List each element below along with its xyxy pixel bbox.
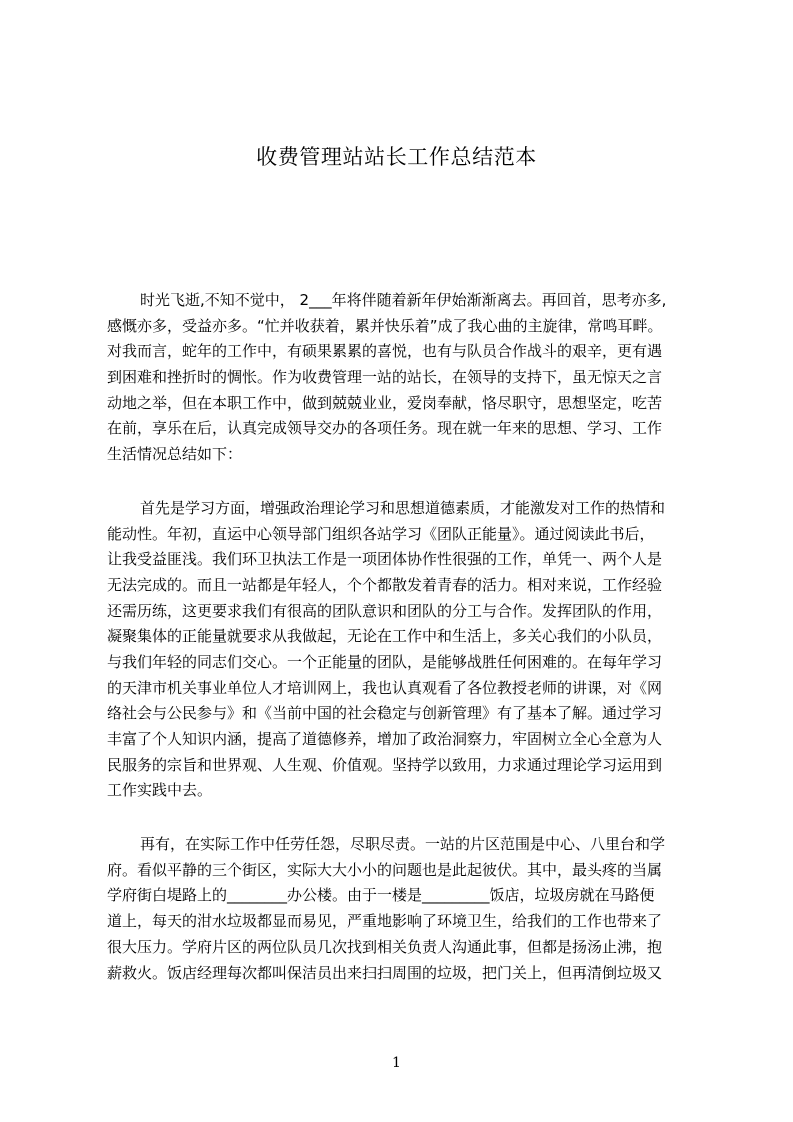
text-line: 感慨亦多，受益亦多。“忙并收获着，累并快乐着”成了我心曲的主旋律，常鸣耳畔。: [107, 316, 663, 335]
text-line: 的天津市机关事业单位人才培训网上，我也认真观看了各位教授老师的讲课，对《网: [107, 678, 663, 697]
text-line: 无法完成的。而且一站都是年轻人，个个都散发着青春的活力。相对来说，工作经验: [107, 575, 663, 594]
text-line: 凝聚集体的正能量就要求从我做起，无论在工作中和生活上，多关心我们的小队员，: [107, 627, 663, 646]
text-line: 到困难和挫折时的惆怅。作为收费管理一站的站长，在领导的支持下，虽无惊天之言: [107, 368, 663, 387]
text-line: 道上，每天的泔水垃圾都显而易见，严重地影响了环境卫生，给我们的工作也带来了: [107, 912, 663, 931]
text-line: 学府街白堤路上的________办公楼。由于一楼是_________饭店，垃圾房就在马路便: [107, 886, 655, 905]
paragraph-2: [107, 496, 707, 804]
text-line: 还需历练，这更要求我们有很高的团队意识和团队的分工与合作。发挥团队的作用，: [107, 601, 663, 620]
text-line: 丰富了个人知识内涵，提高了道德修养，增加了政治洞察力，牢固树立全心全意为人: [107, 730, 663, 748]
document-body: [107, 288, 707, 1014]
text-line: 对我而言，蛇年的工作中，有硕果累累的喜悦，也有与队员合作战斗的艰辛，更有遇: [107, 342, 663, 361]
text-line: 动地之举，但在本职工作中，做到兢兢业业，爱岗奉献，恪尽职守，思想坚定，吃苦: [107, 393, 663, 412]
text-line: 与我们年轻的同志们交心。一个正能量的团队，是能够战胜任何困难的。在每年学习: [107, 652, 663, 671]
text-line: 时光飞逝,不知不觉中， 2___年将伴随着新年伊始渐渐离去。再回首，思考亦多,: [140, 291, 667, 309]
text-line: 薪救火。饭店经理每次都叫保洁员出来扫扫周围的垃圾，把门关上，但再清倒垃圾又: [107, 963, 663, 982]
document-title: 收费管理站站长工作总结范本: [256, 145, 537, 169]
text-line: 工作实践中去。: [107, 781, 213, 800]
text-line: 在前，享乐在后，认真完成领导交办的各项任务。现在就一年来的思想、学习、工作: [107, 419, 663, 438]
text-line: 再有，在实际工作中任劳任怨，尽职尽责。一站的片区范围是中心、八里台和学: [140, 835, 666, 854]
paragraph-3: [107, 832, 707, 986]
text-line: 府。看似平静的三个街区，实际大大小小的问题也是此起彼伏。其中，最头疼的当属: [107, 860, 663, 879]
text-line: 很大压力。学府片区的两位队员几次找到相关负责人沟通此事，但都是扬汤止沸，抱: [107, 937, 663, 956]
text-line: 能动性。年初，直运中心领导部门组织各站学习《团队正能量》。通过阅读此书后，: [107, 524, 655, 543]
paragraph-1: [107, 288, 707, 468]
page-number: 1: [392, 1055, 401, 1071]
text-line: 让我受益匪浅。我们环卫执法工作是一项团体协作性很强的工作，单凭一、两个人是: [107, 550, 663, 569]
text-line: 首先是学习方面，增强政治理论学习和思想道德素质，才能激发对工作的热情和: [140, 498, 666, 517]
text-line: 络社会与公民参与》和《当前中国的社会稳定与创新管理》有了基本了解。通过学习: [107, 704, 663, 723]
text-line: 生活情况总结如下：: [107, 445, 243, 464]
text-line: 民服务的宗旨和世界观、人生观、价值观。坚持学以致用，力求通过理论学习运用到: [107, 755, 663, 774]
